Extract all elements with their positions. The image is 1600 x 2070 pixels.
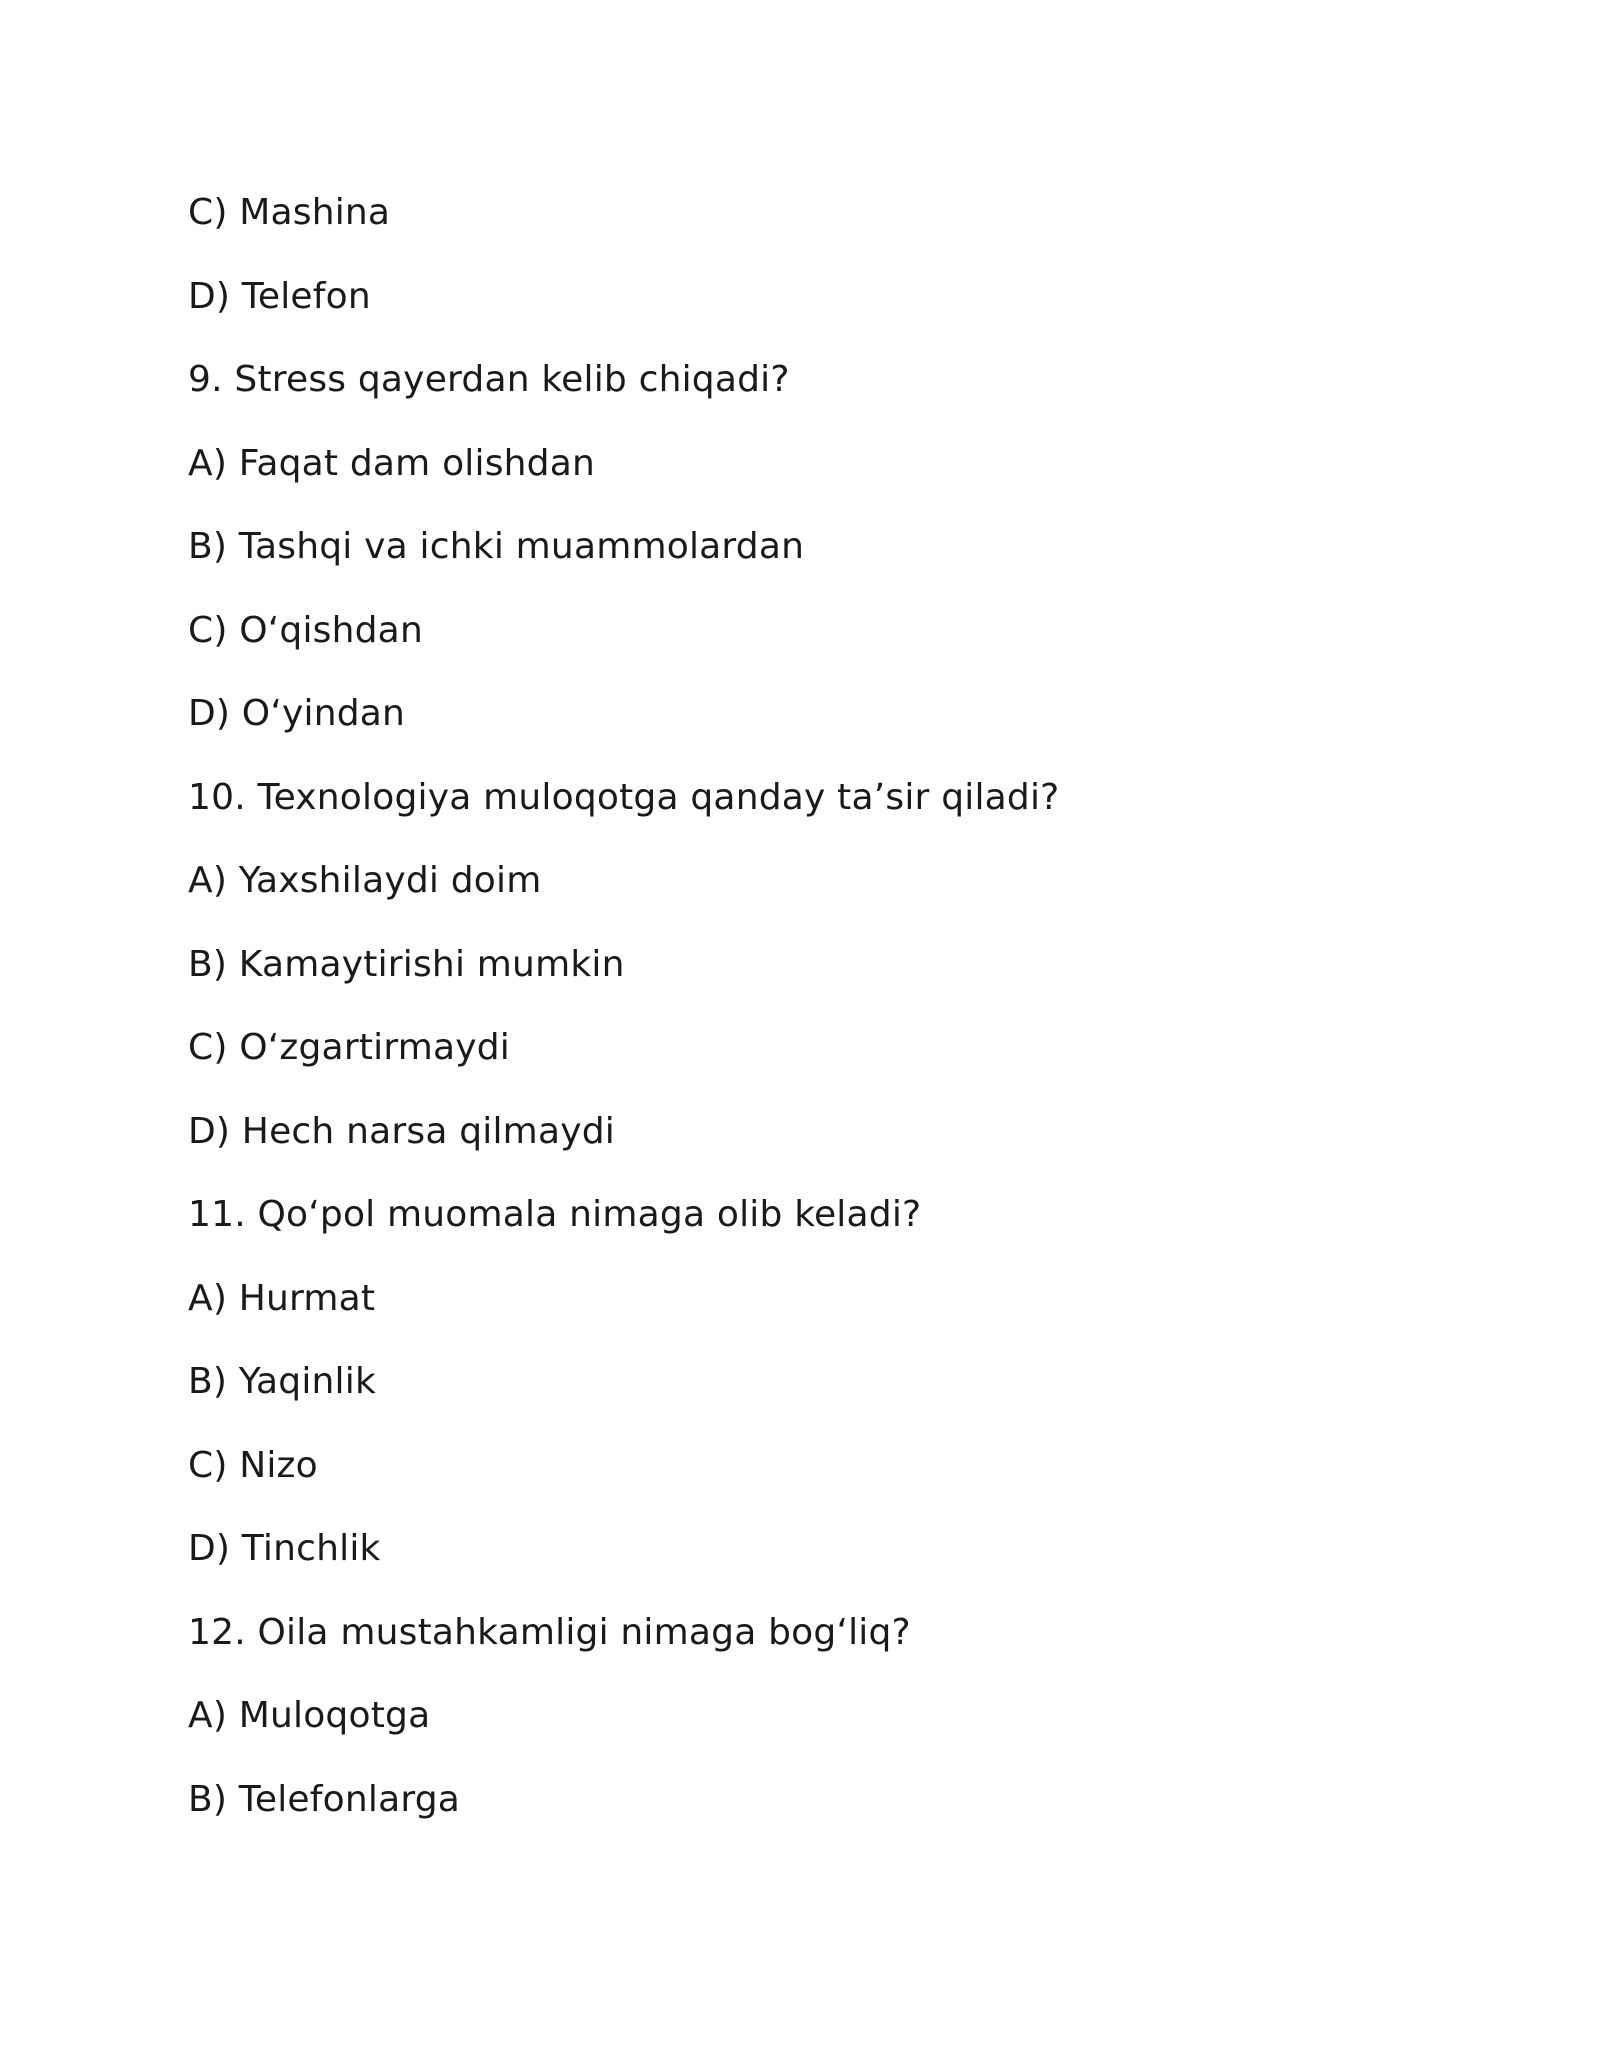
option-line: A) Hurmat <box>188 1277 376 1319</box>
quiz-text <box>188 178 1488 1848</box>
option-line: A) Faqat dam olishdan <box>188 442 596 484</box>
question-line: 11. Qo‘pol muomala nimaga olib keladi? <box>188 1194 922 1235</box>
option-line: B) Kamaytirishi mumkin <box>188 943 625 985</box>
option-line: D) Hech narsa qilmaydi <box>188 1110 615 1152</box>
question-line: 10. Texnologiya muloqotga qanday ta’sir qiladi? <box>188 776 1060 818</box>
option-line: C) O‘qishdan <box>188 609 423 651</box>
question-line: 12. Oila mustahkamligi nimaga bog‘liq? <box>188 1611 911 1653</box>
option-line: C) Nizo <box>188 1444 318 1486</box>
option-line: A) Yaxshilaydi doim <box>188 860 542 901</box>
option-line: C) O‘zgartirmaydi <box>188 1027 510 1068</box>
option-line: B) Tashqi va ichki muammolardan <box>188 526 805 567</box>
question-line: 9. Stress qayerdan kelib chiqadi? <box>188 359 790 400</box>
option-line: B) Telefonlarga <box>188 1778 461 1820</box>
option-line: D) Telefon <box>188 275 371 317</box>
option-line: C) Mashina <box>188 192 391 233</box>
option-line: D) O‘yindan <box>188 693 406 734</box>
option-line: A) Muloqotga <box>188 1695 431 1736</box>
option-line: B) Yaqinlik <box>188 1361 377 1402</box>
option-line: D) Tinchlik <box>188 1528 381 1569</box>
